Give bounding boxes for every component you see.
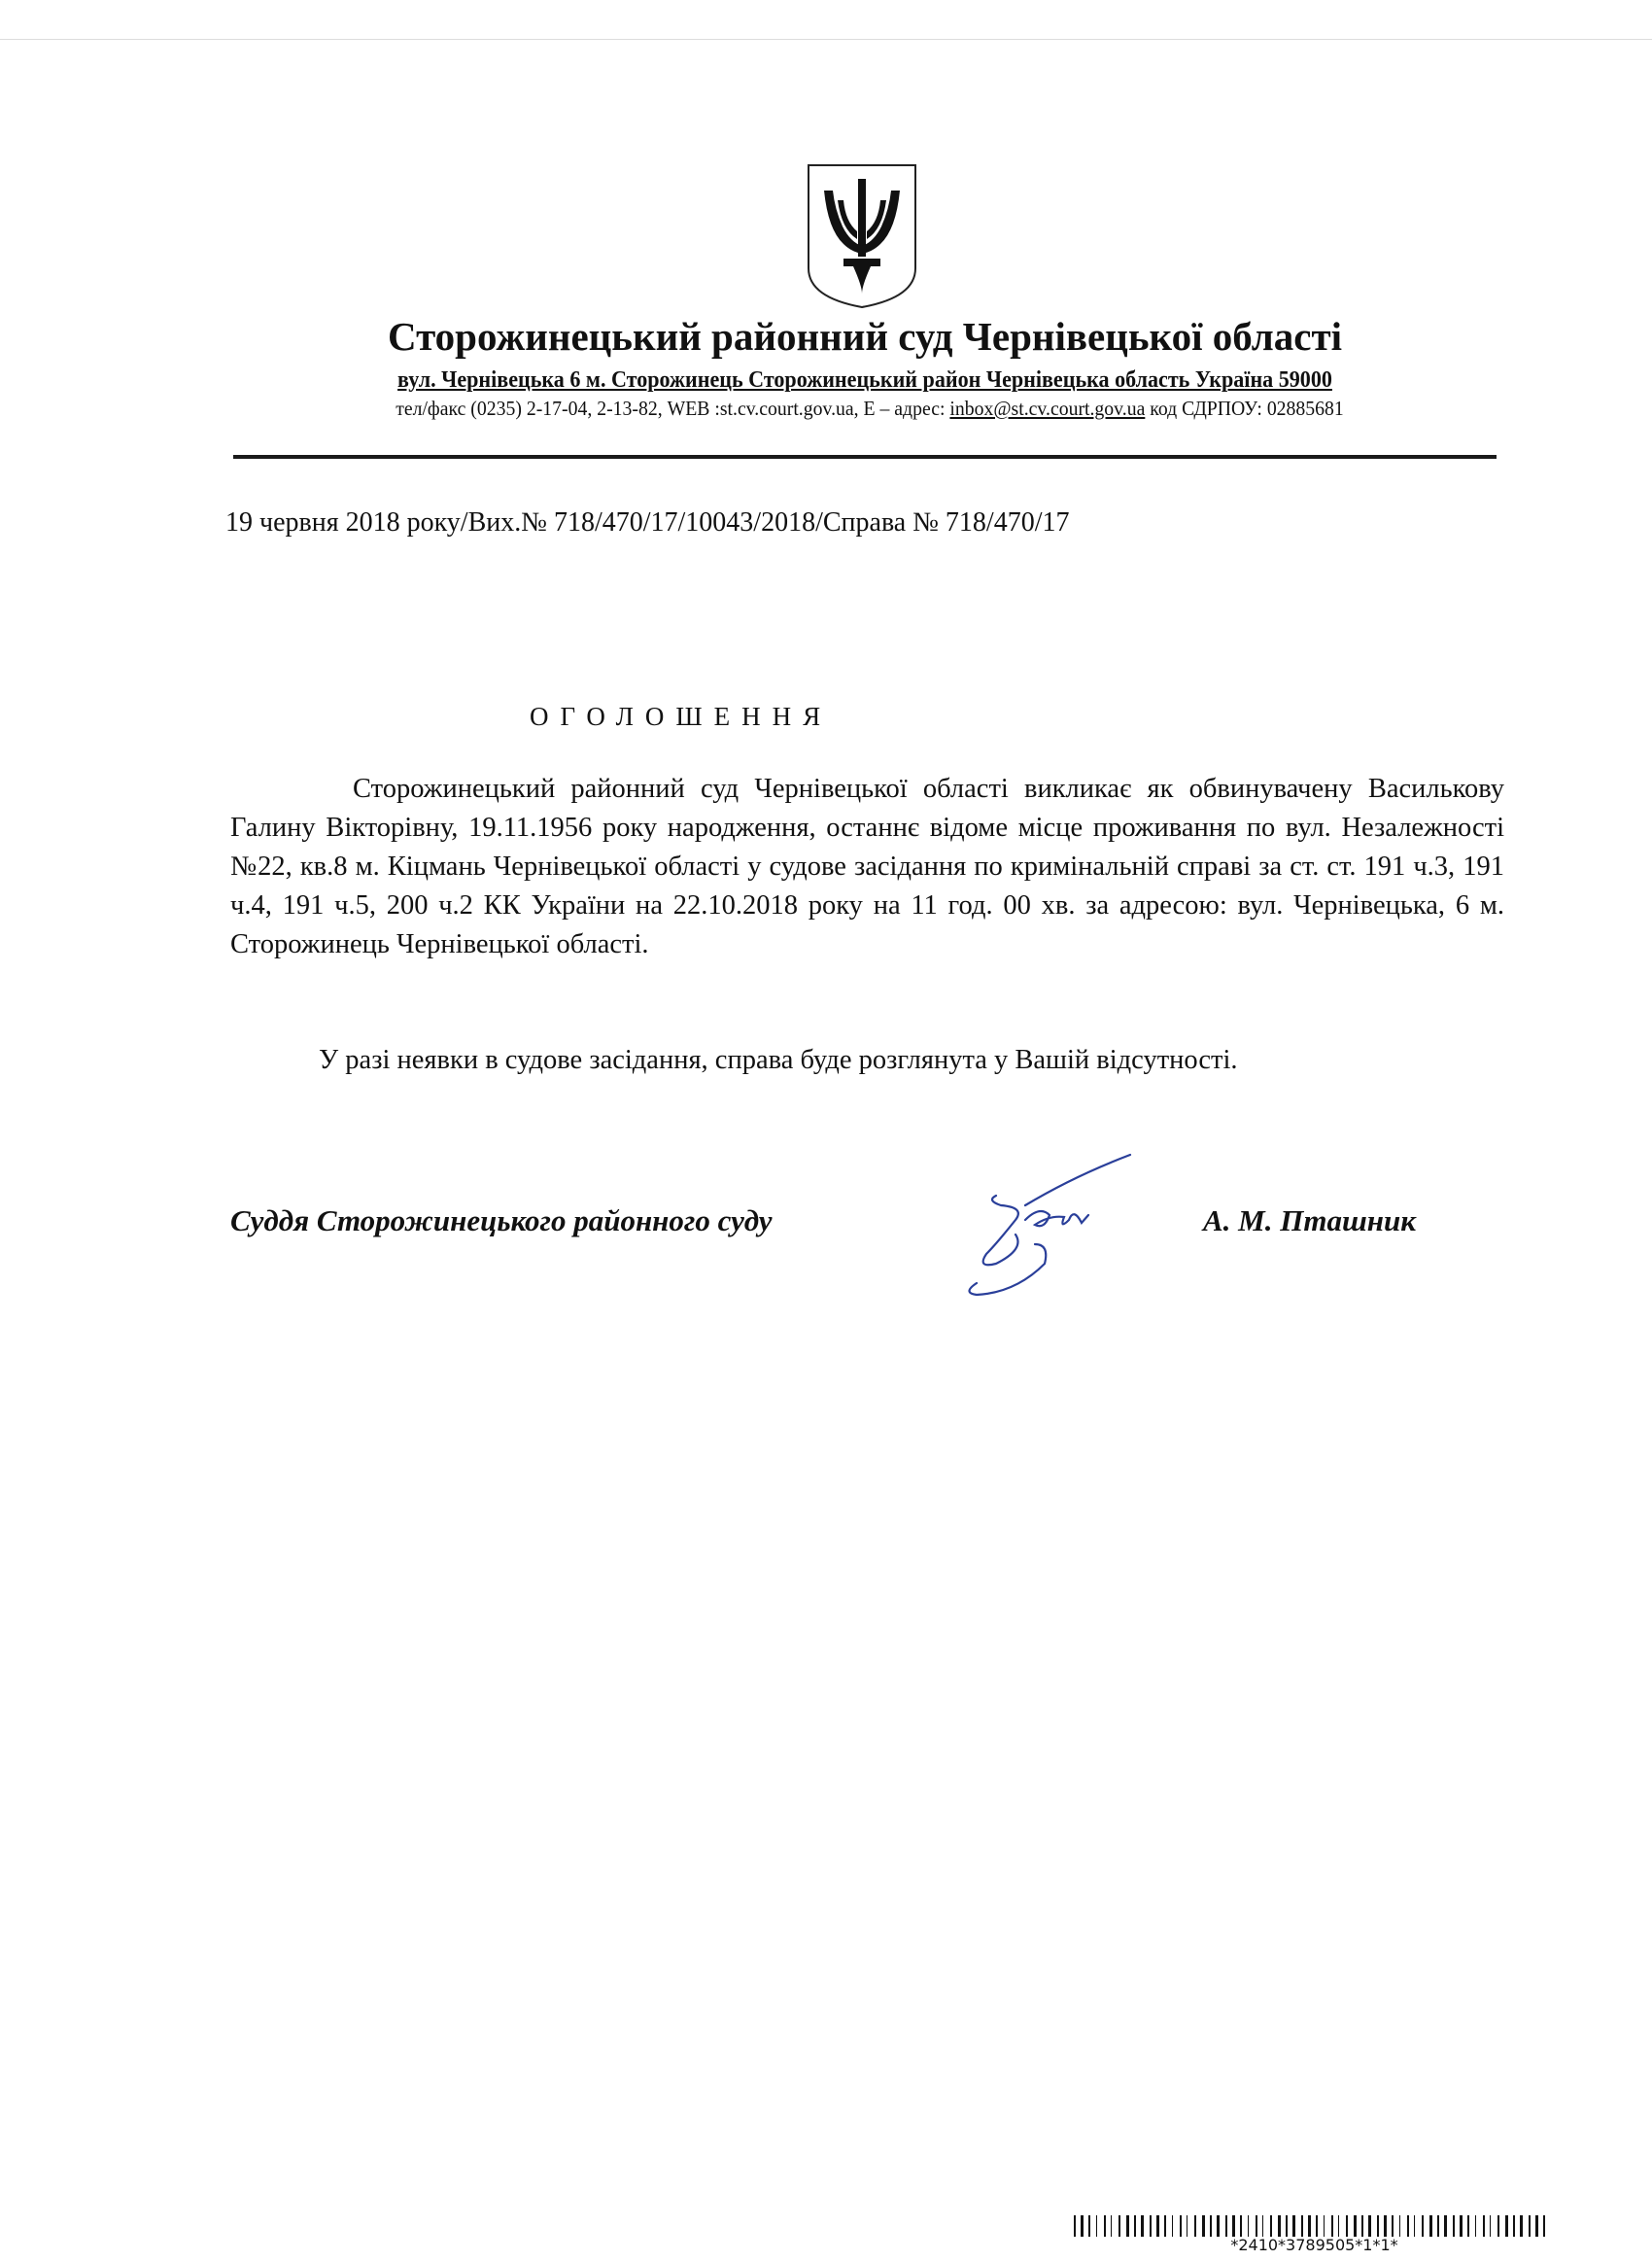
barcode-bar [1422,2215,1424,2237]
barcode-bar [1088,2215,1090,2237]
barcode-bar [1505,2215,1508,2237]
barcode-bar [1180,2215,1182,2237]
announcement-paragraph: Сторожинецький районний суд Чернівецької області викликає як обвинувачену Василькову Галину Вікторівну, 19.11.1956 року народження, останнє відоме місце проживання по вул. Незалежності №22, кв.8 м. Кіцмань Чернівецької області у судове засідання по кримінальній справі за ст. ст. 191 ч.3, 191 ч.4, 191 ч.5, 200 ч.2 КК України на 22.10.2018 року на 11 год. 00 хв. за адресою: вул. Чернівецька, 6 м. Сторожинець Чернівецької області. [230,774,1504,959]
barcode-bar [1172,2215,1173,2237]
barcode-bar [1270,2215,1272,2237]
barcode-number: *2410*3789505*1*1* [1230,2236,1398,2254]
document-heading: ОГОЛОШЕННЯ [530,702,833,731]
barcode-bar [1535,2215,1538,2237]
barcode-bar [1074,2215,1076,2237]
barcode-bar [1453,2215,1455,2237]
barcode-bar [1529,2215,1531,2237]
barcode-bar [1286,2215,1288,2237]
scan-edge-line [0,39,1652,40]
barcode-bar [1194,2215,1196,2237]
barcode-bar [1240,2215,1242,2237]
barcode-bar [1338,2215,1339,2237]
barcode-bar [1232,2215,1235,2237]
barcode-bar [1543,2215,1545,2237]
barcode-bar [1483,2215,1485,2237]
barcode-bar [1119,2215,1120,2237]
barcode-bar [1225,2215,1227,2237]
barcode-bar [1126,2215,1129,2237]
barcode-bar [1444,2215,1447,2237]
barcode-bar [1141,2215,1144,2237]
barcode-bar [1164,2215,1166,2237]
date-reference-line: 19 червня 2018 року/Вих.№ 718/470/17/10043/2018/Справа № 718/470/17 [225,507,1070,538]
barcode-bar [1278,2215,1281,2237]
barcode-bar [1475,2215,1476,2237]
barcode-bar [1354,2215,1357,2237]
barcode-bar [1331,2215,1333,2237]
signatory-role: Суддя Сторожинецького районного суду [230,1203,773,1237]
barcode-bar [1096,2215,1097,2237]
barcode-bar [1520,2215,1523,2237]
barcode-bar [1368,2215,1371,2237]
barcode-bar [1308,2215,1311,2237]
barcode-bar [1460,2215,1463,2237]
barcode-bar [1248,2215,1249,2237]
absence-notice-paragraph: У разі неявки в судове засідання, справа буде розглянута у Вашій відсутності. [319,1045,1238,1075]
email-link[interactable]: inbox@st.cv.court.gov.ua [949,397,1146,420]
barcode-bar [1081,2215,1084,2237]
header-divider [233,455,1497,459]
barcode-bar [1217,2215,1220,2237]
barcode-bar [1210,2215,1212,2237]
barcode-bar [1150,2215,1152,2237]
contact-suffix: код СДРПОУ: 02885681 [1145,397,1344,420]
barcode-bar [1361,2215,1363,2237]
barcode-bar [1156,2215,1159,2237]
barcode-bar [1111,2215,1112,2237]
barcode-bar [1134,2215,1136,2237]
barcode-bar [1414,2215,1415,2237]
barcode-bar [1262,2215,1263,2237]
barcode-bar [1324,2215,1325,2237]
barcode-bar [1104,2215,1106,2237]
barcode-bar [1437,2215,1439,2237]
barcode-bar [1429,2215,1432,2237]
court-name-title: Сторожинецький районний суд Чернівецької області [388,314,1342,359]
handwritten-signature-icon [957,1147,1132,1298]
barcode-bar [1513,2215,1515,2237]
barcode-bar [1202,2215,1205,2237]
barcode-bar [1399,2215,1400,2237]
barcode-bar [1292,2215,1295,2237]
court-address: вул. Чернівецька 6 м. Сторожинець Сторожинецький район Чернівецька область Україна 59000 [397,367,1332,393]
barcode-bar [1301,2215,1303,2237]
barcode-bar [1407,2215,1409,2237]
barcode-bar [1316,2215,1318,2237]
barcode-bar [1392,2215,1394,2237]
barcode-bar [1384,2215,1387,2237]
barcode-bar [1497,2215,1499,2237]
signatory-name: А. М. Пташник [1203,1203,1416,1237]
barcode-icon [1074,2215,1555,2237]
barcode-bar [1256,2215,1257,2237]
barcode-bar [1467,2215,1469,2237]
coat-of-arms-icon [805,161,919,311]
barcode-bar [1346,2215,1348,2237]
court-contacts [281,397,1460,421]
barcode-bar [1377,2215,1379,2237]
contact-prefix: тел/факс (0235) 2-17-04, 2-13-82, WEB :st.cv.court.gov.ua, E – адрес: [396,397,950,420]
barcode-bar [1490,2215,1491,2237]
